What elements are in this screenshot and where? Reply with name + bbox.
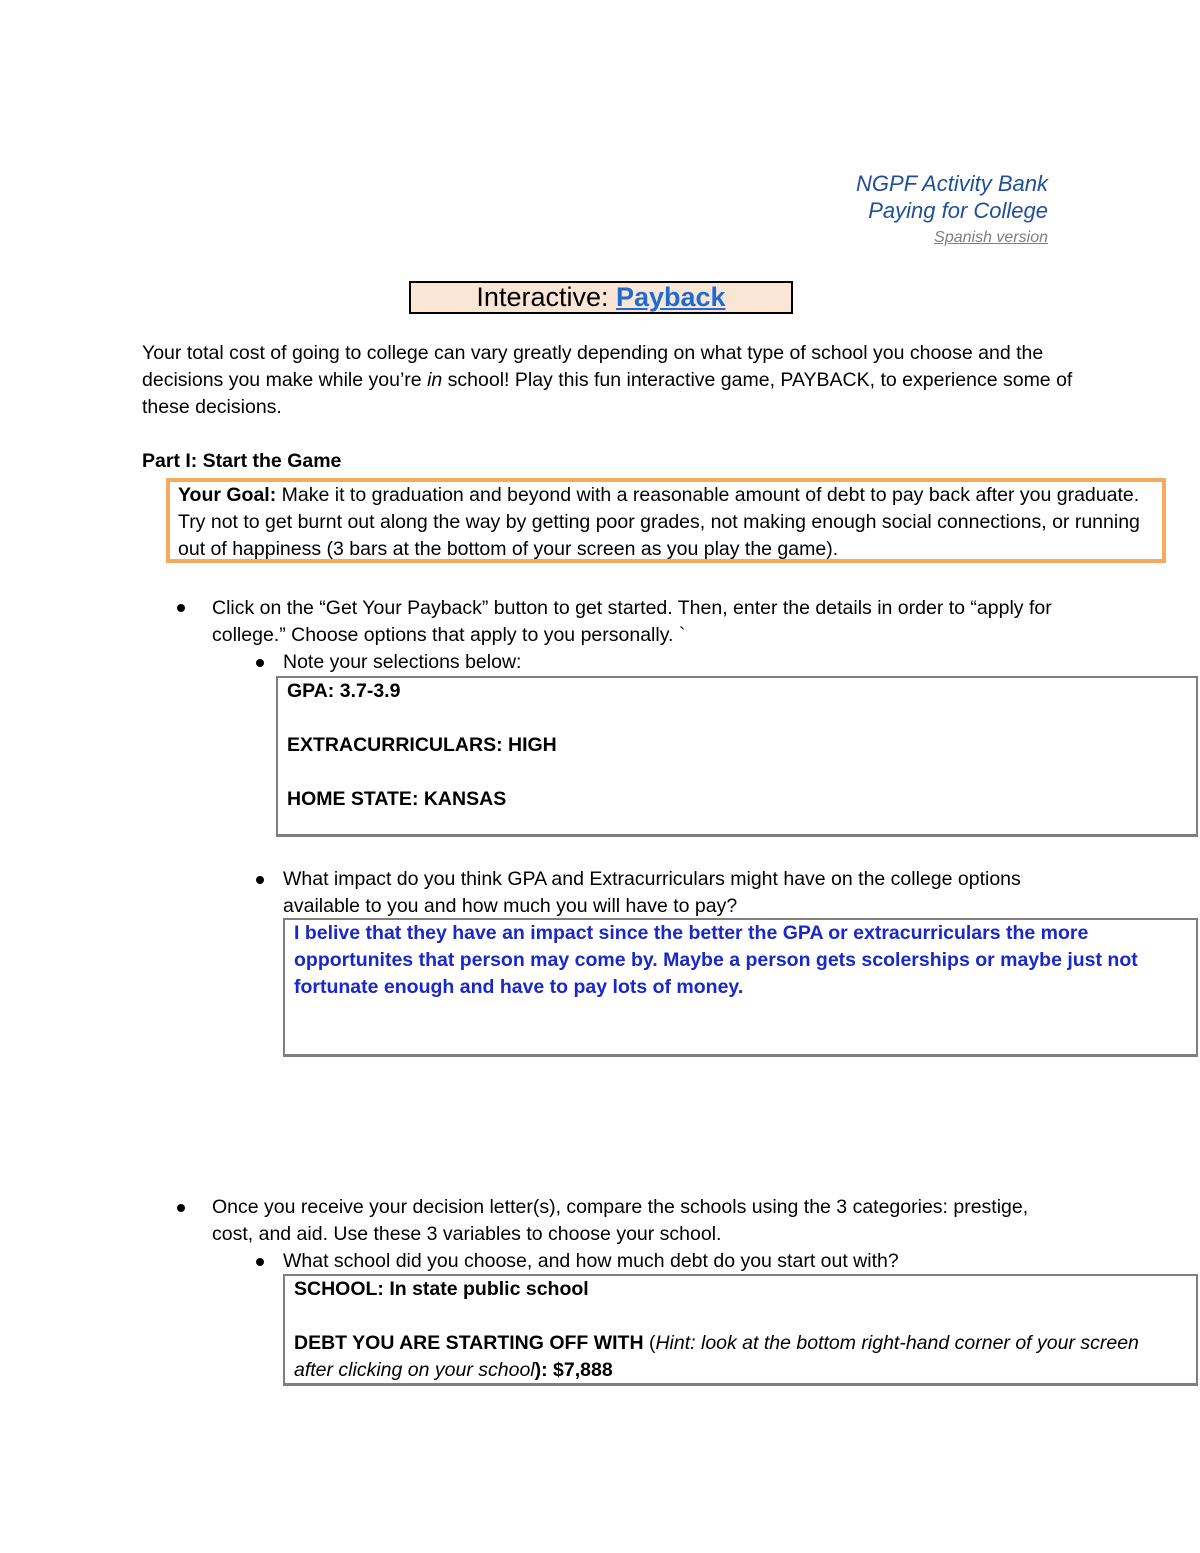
question-1-text: What impact do you think GPA and Extracurriculars might have on the college options available to you and how much you will have to pay? [283,868,1021,917]
intro-text-1: Your total cost of going to college can vary greatly depending on what type of school you choose and the decisions you make while you’re [142,342,1044,391]
selections-box[interactable] [276,676,1198,837]
part-1-heading: Part I: Start the Game [142,450,342,472]
extracurriculars-value: EXTRACURRICULARS: HIGH [287,734,557,756]
header-line-1: NGPF Activity Bank [856,171,1048,196]
question-1-answer: I belive that they have an impact since the better the GPA or extracurriculars the more opportunites that person may come by. Maybe a person gets scolerships or maybe just not fortunate enough and have to pay lots of money. [294,922,1138,998]
gpa-value: GPA: 3.7-3.9 [287,680,401,702]
goal-box [166,478,1166,563]
hint-close: ): [534,1359,548,1381]
title-prefix: Interactive: [476,282,616,312]
intro-text-2: school! Play this fun interactive game, PAYBACK, to experience some of these decisions. [142,369,1073,418]
page-title [409,281,793,314]
payback-link[interactable]: Payback [615,282,726,312]
debt-hint: Hint: look at the bottom right-hand corner of your screen after clicking on your school [294,1332,1139,1381]
debt-label: DEBT YOU ARE STARTING OFF WITH [294,1332,644,1354]
hint-open: ( [643,1332,656,1354]
intro-paragraph [142,340,1082,421]
question-1-answer-box[interactable] [283,918,1198,1057]
sub-bullet-icon [256,1258,264,1266]
activity-bank-header [856,170,1048,251]
school-answer-box[interactable] [283,1274,1198,1386]
bullet-icon [177,1204,185,1212]
bullet-icon [177,604,185,612]
bullet-2-text: Once you receive your decision letter(s), compare the schools using the 3 categories: prestige, cost, and aid. Use these 3 variables to choose your school. [212,1196,1029,1245]
home-state-value: HOME STATE: KANSAS [287,788,507,810]
sub-bullet-icon [256,876,264,884]
intro-italic: in [427,369,443,391]
debt-line [294,1330,1176,1384]
debt-value: $7,888 [547,1359,613,1381]
bullet-1-text: Click on the “Get Your Payback” button to get started. Then, enter the details in order to “apply for college.” Choose options that apply to you personally. ` [212,597,1052,646]
sub-bullet-icon [256,659,264,667]
spanish-version-link[interactable]: Spanish version [934,229,1048,246]
header-line-2: Paying for College [868,198,1048,223]
goal-text: Make it to graduation and beyond with a reasonable amount of debt to pay back after you graduate. Try not to get burnt out along the way by getting poor grades, not making enough social connections, or running out of happiness (3 bars at the bottom of your screen as you play the game). [178,484,1140,560]
goal-label: Your Goal: [178,484,277,506]
bullet-1-sub: Note your selections below: [283,651,522,673]
bullet-2-sub: What school did you choose, and how much debt do you start out with? [283,1250,899,1272]
school-value: SCHOOL: In state public school [294,1278,589,1300]
